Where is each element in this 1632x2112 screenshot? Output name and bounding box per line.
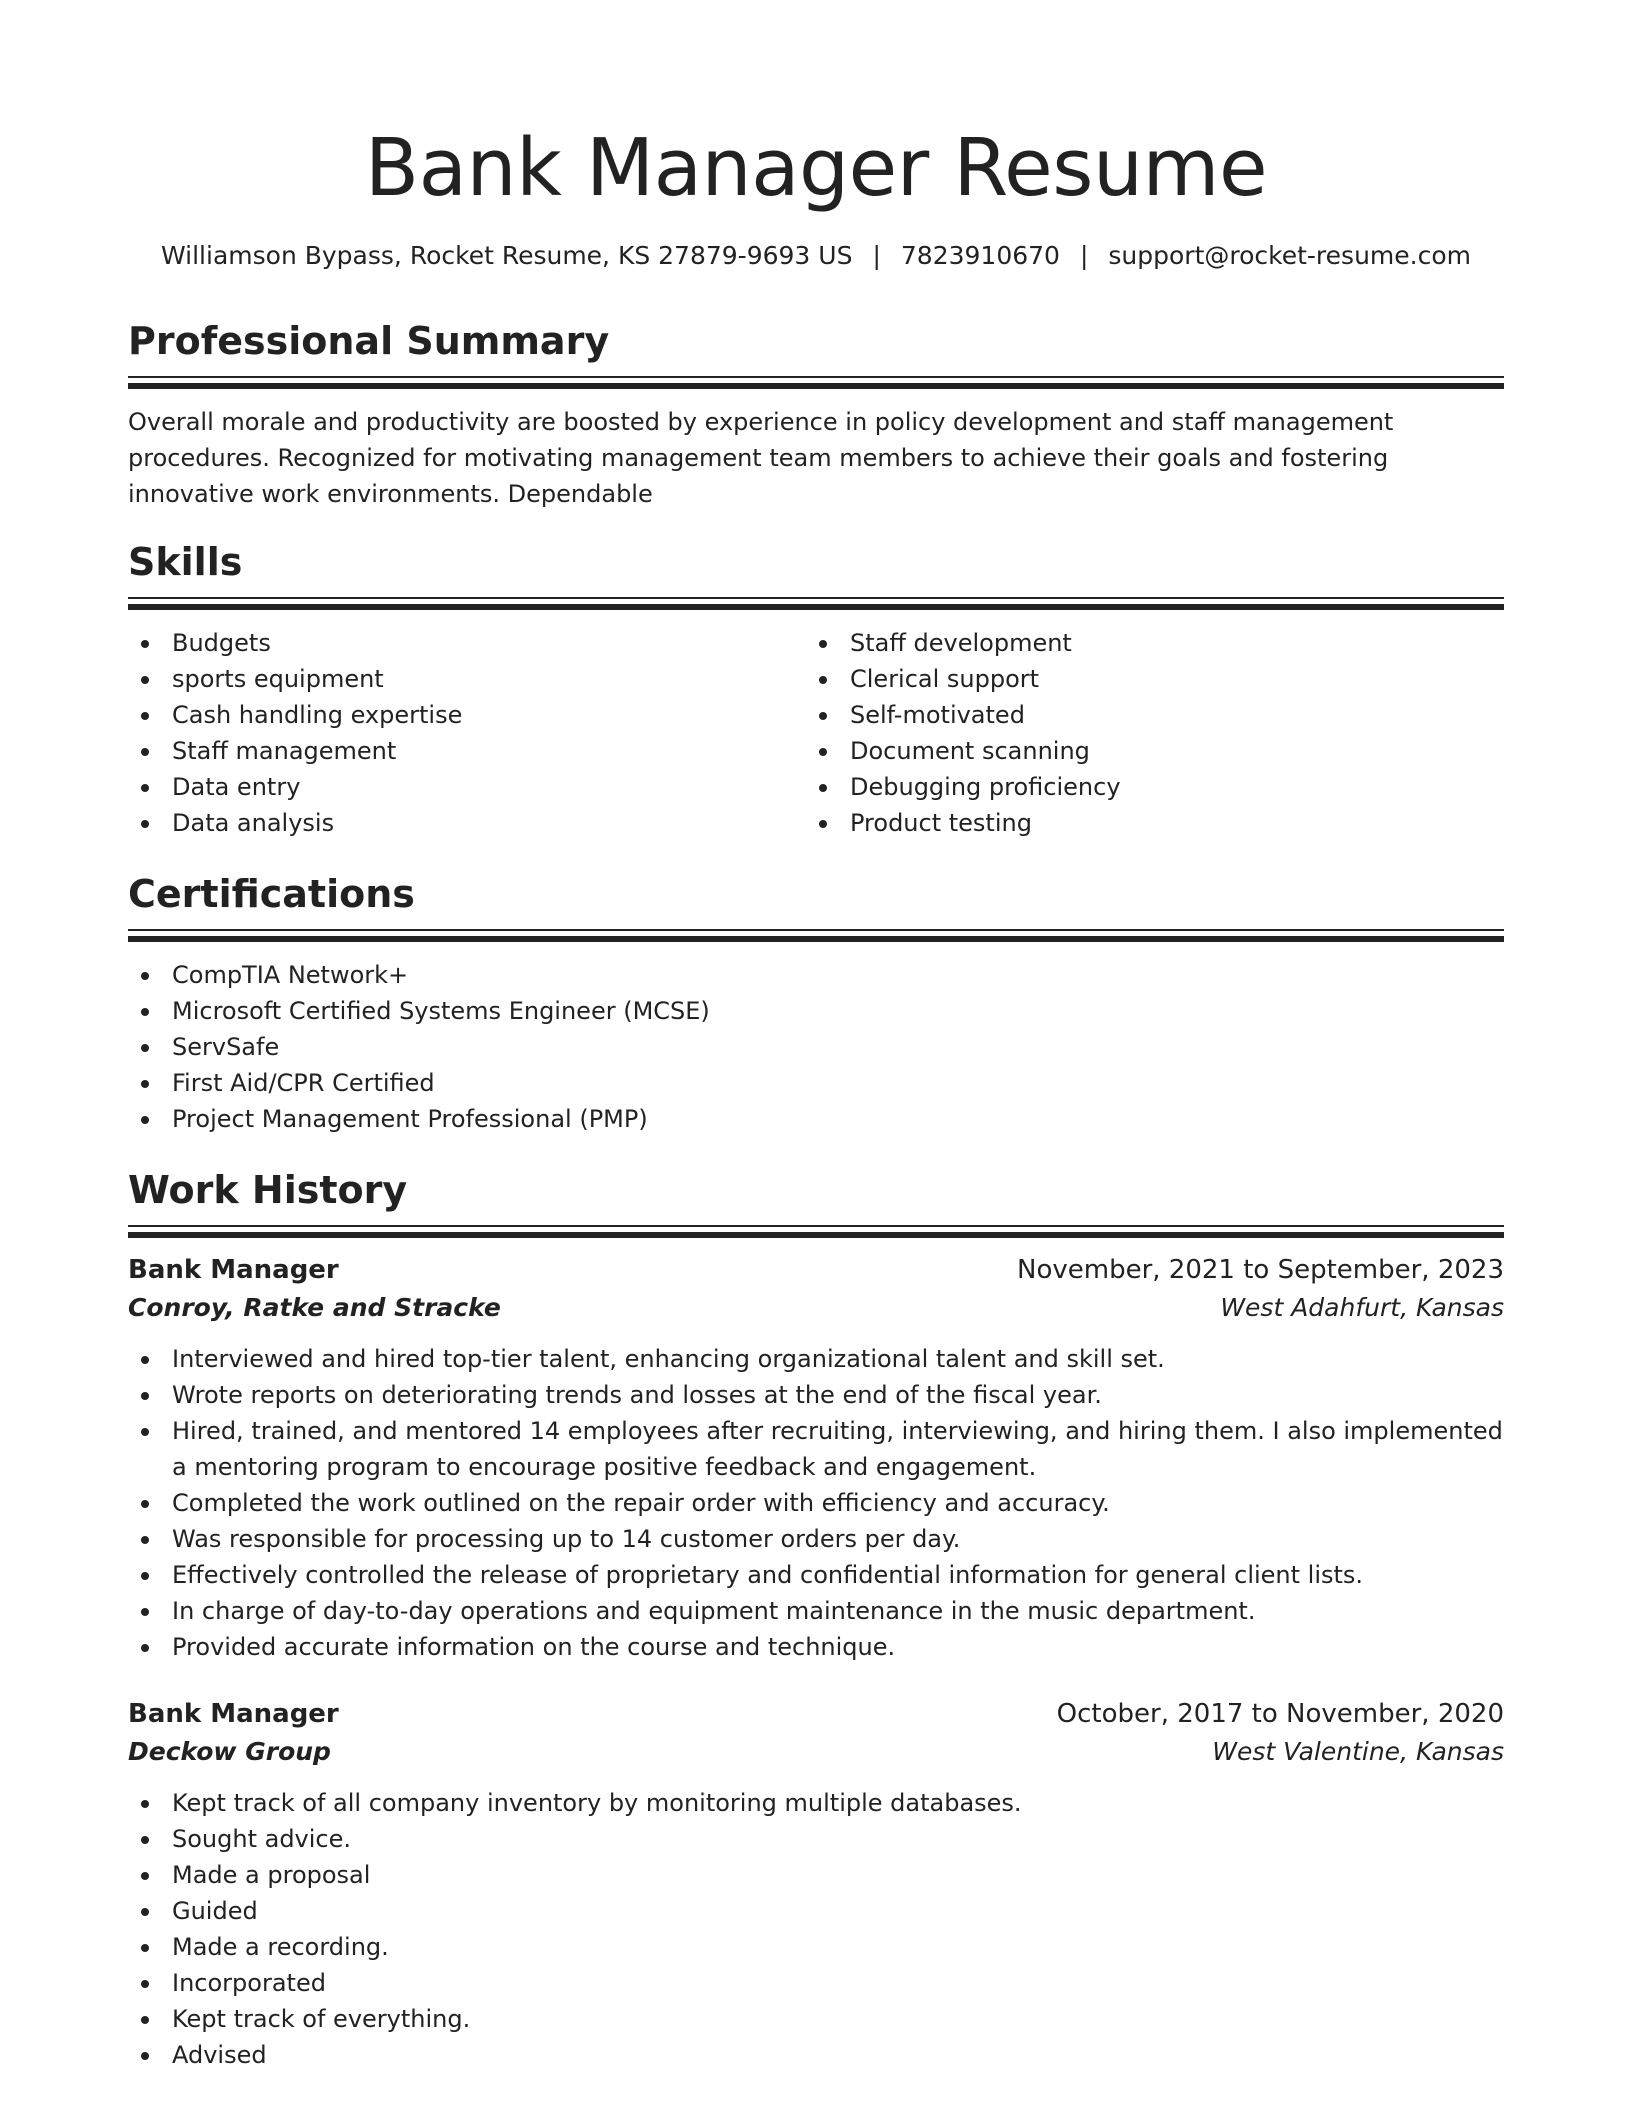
skill-item: Clerical support [806,661,1484,697]
summary-section [128,316,1504,512]
certification-item: First Aid/CPR Certified [128,1065,1504,1101]
skill-item: Budgets [128,625,806,661]
contact-separator: | [872,241,881,270]
job-company: Deckow Group [128,1737,331,1766]
contact-separator: | [1079,241,1089,270]
job-subheader [128,1733,1504,1771]
job-bullet: Incorporated [128,1965,1504,2001]
section-divider [128,929,1504,943]
job-bullet: Provided accurate information on the course and technique. [128,1629,1504,1665]
skill-item: sports equipment [128,661,806,697]
job-bullet: Kept track of all company inventory by monitoring multiple databases. [128,1785,1504,1821]
job-header [128,1695,1504,1733]
section-divider [128,1225,1504,1239]
skills-list-left [128,625,806,841]
summary-text: Overall morale and productivity are boosted by experience in policy development and staff management procedures. Recognized for motivating management team members to achieve their goals and fostering innovative work environments. Dependable [128,408,1394,508]
job-bullet: Sought advice. [128,1821,1504,1857]
contact-email: support@rocket-resume.com [1108,241,1471,270]
job-bullet: Kept track of everything. [128,2001,1504,2037]
certifications-section [128,869,1504,1137]
section-heading: Professional Summary [128,319,610,363]
skill-item: Document scanning [806,733,1484,769]
job-bullet: Guided [128,1893,1504,1929]
certification-item: Microsoft Certified Systems Engineer (MCSE) [128,993,1504,1029]
job-bullets [128,1341,1504,1665]
skills-columns [128,625,1504,841]
skill-item: Self-motivated [806,697,1484,733]
section-divider [128,376,1504,390]
contact-line [128,238,1504,274]
certification-item: Project Management Professional (PMP) [128,1101,1504,1137]
job-bullet: Effectively controlled the release of proprietary and confidential information for general client lists. [128,1557,1504,1593]
job-bullet: Hired, trained, and mentored 14 employees after recruiting, interviewing, and hiring them. I also implemented a mentoring program to encourage positive feedback and engagement. [128,1413,1504,1485]
job-bullet: Advised [128,2037,1504,2073]
job-bullet: Was responsible for processing up to 14 customer orders per day. [128,1521,1504,1557]
certifications-list [128,957,1504,1137]
job-bullets [128,1785,1504,2073]
job-subheader [128,1289,1504,1327]
section-heading: Work History [128,1168,408,1212]
job-bullet: Made a proposal [128,1857,1504,1893]
job-entry [128,1251,1504,1665]
job-location: West Adahfurt, Kansas [1220,1293,1504,1322]
job-dates: November, 2021 to September, 2023 [1017,1255,1504,1285]
job-location: West Valentine, Kansas [1212,1737,1504,1766]
section-heading: Skills [128,540,243,584]
section-heading: Certifications [128,872,415,916]
skill-item: Cash handling expertise [128,697,806,733]
contact-phone: 7823910670 [900,241,1060,270]
skill-item: Product testing [806,805,1484,841]
job-header [128,1251,1504,1289]
job-dates: October, 2017 to November, 2020 [1056,1699,1504,1729]
certification-item: ServSafe [128,1029,1504,1065]
skills-column-left [128,625,806,841]
skill-item: Staff development [806,625,1484,661]
skills-section [128,537,1504,841]
skill-item: Data analysis [128,805,806,841]
skill-item: Data entry [128,769,806,805]
job-title: Bank Manager [128,1255,339,1285]
job-company: Conroy, Ratke and Stracke [128,1293,501,1322]
certification-item: CompTIA Network+ [128,957,1504,993]
contact-address: Williamson Bypass, Rocket Resume, KS 27879-9693 US [161,241,853,270]
skills-list-right [806,625,1484,841]
job-bullet: Made a recording. [128,1929,1504,1965]
job-bullet: Interviewed and hired top-tier talent, enhancing organizational talent and skill set. [128,1341,1504,1377]
skill-item: Staff management [128,733,806,769]
page-title: Bank Manager Resume [364,122,1268,214]
skill-item: Debugging proficiency [806,769,1484,805]
job-entry [128,1695,1504,2073]
job-bullet: In charge of day-to-day operations and equipment maintenance in the music department. [128,1593,1504,1629]
job-bullet: Completed the work outlined on the repair order with efficiency and accuracy. [128,1485,1504,1521]
skills-column-right [806,625,1484,841]
job-bullet: Wrote reports on deteriorating trends and losses at the end of the fiscal year. [128,1377,1504,1413]
job-title: Bank Manager [128,1699,339,1729]
work-history-section [128,1165,1504,2073]
section-divider [128,597,1504,611]
